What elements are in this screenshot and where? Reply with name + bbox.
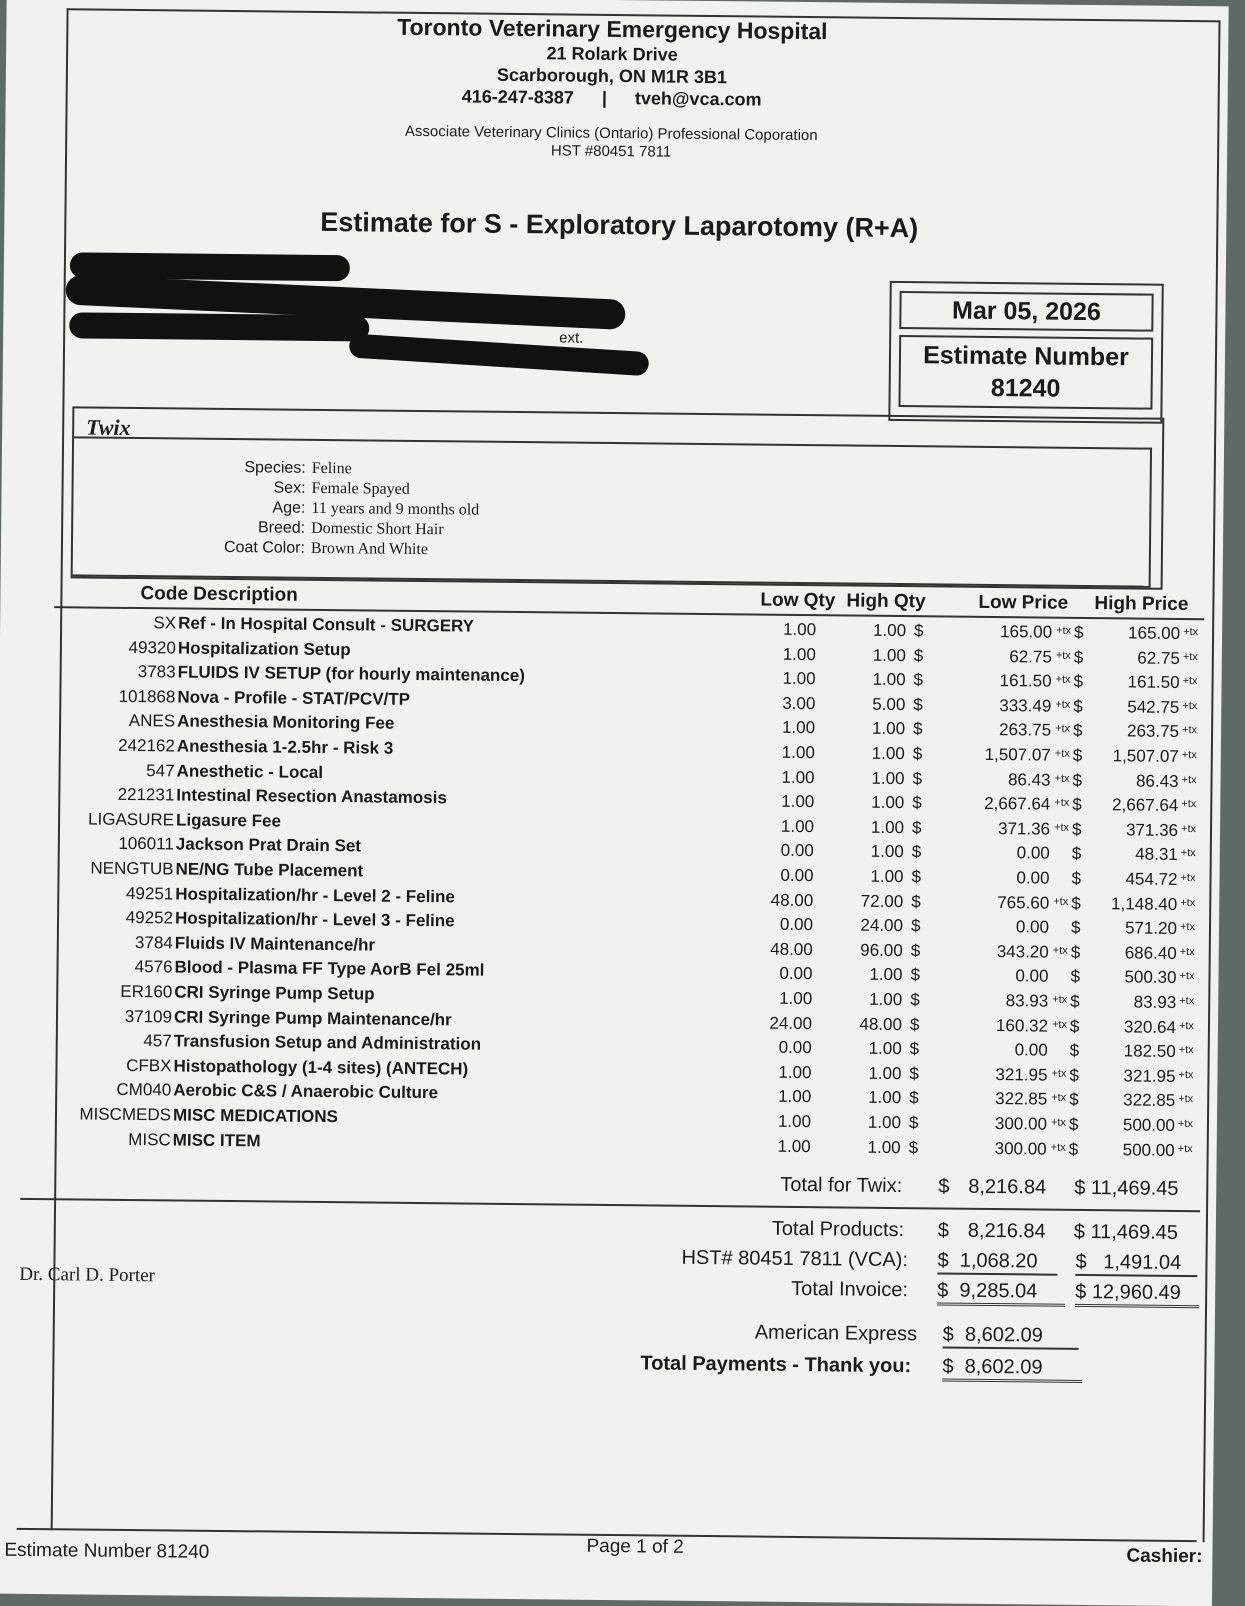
payment-cell — [943, 1324, 1079, 1350]
currency-symbol: $ — [1073, 672, 1084, 692]
high-tax-mark: +tx — [1179, 921, 1196, 934]
field-label: Breed: — [257, 519, 306, 537]
currency-symbol: $ — [942, 1323, 954, 1346]
currency-symbol: $ — [1074, 622, 1084, 642]
item-description: Hospitalization Setup — [177, 638, 351, 659]
high-price: 161.50 — [1127, 672, 1180, 693]
high-qty: 1.00 — [870, 817, 905, 837]
field-value: Female Spayed — [311, 479, 410, 498]
clinic-hst: HST #80451 7811 — [550, 142, 672, 161]
estimate-number-box — [898, 335, 1153, 410]
item-code: LIGASURE — [88, 809, 175, 830]
low-tax-mark: +tx — [1051, 1067, 1067, 1080]
currency-symbol: $ — [1069, 1065, 1080, 1085]
low-tax-mark: +tx — [1050, 1141, 1066, 1154]
high-price: 454.72 — [1125, 869, 1178, 889]
item-code: CM040 — [116, 1080, 172, 1100]
field-label: Age: — [272, 499, 306, 517]
field-value: 11 years and 9 months old — [311, 499, 480, 519]
high-tax-mark: +tx — [1182, 724, 1198, 737]
low-qty: 1.00 — [781, 718, 816, 738]
low-qty: 0.00 — [780, 841, 814, 861]
low-qty: 0.00 — [779, 964, 813, 984]
high-tax-mark: +tx — [1179, 970, 1195, 983]
redaction-bar — [69, 312, 369, 341]
page-body — [4, 8, 1212, 1580]
high-price: 371.36 — [1125, 820, 1179, 840]
currency-symbol: $ — [1069, 1041, 1080, 1061]
item-code: 49252 — [125, 908, 174, 928]
high-price: 2,667.64 — [1112, 795, 1179, 816]
currency-symbol: $ — [908, 1137, 919, 1157]
high-qty: 1.00 — [871, 768, 905, 788]
products-high: $ 11,469.45 — [1073, 1220, 1179, 1244]
hst-label: HST# 80451 7811 (VCA): — [681, 1246, 909, 1272]
field-value: Brown And White — [310, 539, 429, 559]
high-price: 500.30 — [1124, 967, 1177, 988]
low-qty: 1.00 — [778, 1062, 812, 1082]
high-qty: 1.00 — [870, 866, 904, 887]
pet-total-low: 8,216.84 — [968, 1175, 1047, 1199]
document-title: Estimate for S - Exploratory Laparotomy (R+A) — [320, 206, 919, 244]
item-code: 101868 — [118, 686, 176, 707]
low-price: 165.00 — [1000, 622, 1053, 642]
clinic-address-1: 21 Rolark Drive — [546, 43, 678, 65]
currency-symbol: $ — [937, 1249, 949, 1272]
low-price: 83.93 — [1005, 991, 1049, 1011]
currency-symbol: $ — [1073, 647, 1084, 667]
currency-symbol: $ — [910, 990, 920, 1010]
high-tax-mark: +tx — [1177, 1117, 1194, 1131]
item-code: 106011 — [118, 834, 174, 854]
payment-amount: 8,602.09 — [964, 1323, 1043, 1347]
page-number: Page 1 of 2 — [586, 1535, 684, 1558]
item-code: 3784 — [134, 932, 173, 953]
low-tax-mark: +tx — [1051, 1018, 1068, 1031]
low-tax-mark: +tx — [1054, 747, 1070, 760]
item-description: NE/NG Tube Placement — [175, 859, 364, 881]
high-price: 263.75 — [1126, 721, 1180, 742]
item-description: Transfusion Setup and Administration — [173, 1031, 482, 1054]
low-tax-mark: +tx — [1052, 993, 1068, 1006]
item-code: ANES — [128, 711, 176, 731]
low-qty: 1.00 — [782, 644, 816, 664]
currency-symbol: $ — [911, 891, 921, 911]
high-qty: 1.00 — [867, 1112, 902, 1133]
item-code: SX — [153, 613, 177, 633]
low-qty: 0.00 — [778, 1037, 812, 1058]
high-tax-mark: +tx — [1180, 896, 1196, 909]
payments-label: Total Payments - Thank you: — [640, 1352, 912, 1378]
low-tax-mark: +tx — [1055, 649, 1071, 662]
field-value: Domestic Short Hair — [311, 519, 444, 539]
high-tax-mark: +tx — [1181, 798, 1197, 811]
item-code: NENGTUB — [90, 858, 174, 879]
low-qty: 0.00 — [780, 865, 814, 886]
high-tax-mark: +tx — [1181, 773, 1197, 786]
currency-symbol: $ — [912, 744, 923, 764]
high-tax-mark: +tx — [1179, 994, 1195, 1008]
low-tax-mark: +tx — [1054, 772, 1070, 785]
item-description: Anesthesia 1-2.5hr - Risk 3 — [176, 736, 394, 758]
item-description: Blood - Plasma FF Type AorB Fel 25ml — [174, 957, 485, 981]
high-tax-mark: +tx — [1180, 822, 1197, 835]
high-price: 500.00 — [1122, 1115, 1176, 1135]
hst-low: 1,068.20 — [959, 1249, 1038, 1273]
low-price: 62.75 — [1009, 646, 1052, 667]
high-price: 1,148.40 — [1110, 893, 1178, 914]
payment-method: American Express — [754, 1321, 918, 1346]
currency-symbol: $ — [1072, 745, 1083, 765]
high-price: 182.50 — [1123, 1041, 1176, 1062]
high-qty: 1.00 — [872, 620, 907, 641]
currency-symbol: $ — [1071, 819, 1082, 839]
low-price: 322.85 — [995, 1089, 1048, 1109]
low-qty: 1.00 — [780, 816, 815, 836]
item-description: Anesthetic - Local — [176, 761, 324, 782]
item-description: Jackson Prat Drain Set — [175, 834, 362, 856]
footer-estimate-number: Estimate Number 81240 — [4, 1539, 210, 1563]
item-description: Aerobic C&S / Anaerobic Culture — [173, 1080, 439, 1103]
pet-total-high: $ 11,469.45 — [1074, 1176, 1179, 1200]
currency-symbol: $ — [1070, 942, 1081, 962]
high-tax-mark: +tx — [1178, 1044, 1194, 1057]
currency-symbol: $ — [910, 916, 921, 936]
low-qty: 1.00 — [781, 742, 815, 763]
high-qty: 1.00 — [868, 1088, 902, 1108]
high-qty: 1.00 — [870, 842, 904, 862]
low-price: 86.43 — [1007, 769, 1051, 790]
invoice-low-cell — [937, 1279, 1065, 1306]
pet-total-label: Total for Twix: — [780, 1173, 903, 1198]
currency-symbol: $ — [1070, 967, 1081, 987]
currency-symbol: $ — [913, 645, 924, 665]
hst-high: 1,491.04 — [1103, 1251, 1182, 1275]
high-qty: 1.00 — [868, 1063, 902, 1083]
high-qty: 1.00 — [871, 719, 906, 739]
high-tax-mark: +tx — [1178, 1093, 1194, 1106]
low-price: 0.00 — [1014, 1040, 1048, 1060]
currency-symbol: $ — [1070, 918, 1081, 938]
high-tax-mark: +tx — [1181, 748, 1197, 762]
high-price: 321.95 — [1123, 1066, 1176, 1086]
high-qty: 1.00 — [869, 989, 903, 1010]
item-description: Nova - Profile - STAT/PCV/TP — [177, 687, 411, 709]
low-price: 343.20 — [996, 941, 1049, 962]
low-price: 161.50 — [999, 671, 1052, 691]
high-price: 542.75 — [1127, 697, 1180, 717]
currency-symbol: $ — [912, 793, 922, 813]
currency-symbol: $ — [1075, 1250, 1087, 1274]
currency-symbol: $ — [1071, 893, 1081, 913]
high-price: 500.00 — [1122, 1139, 1175, 1160]
patient-field — [133, 537, 479, 561]
field-label: Sex: — [273, 479, 306, 497]
patient-fields — [133, 457, 480, 561]
item-description: Intestinal Resection Anastamosis — [176, 785, 447, 808]
col-high-qty: High Qty — [846, 590, 926, 613]
item-description: FLUIDS IV SETUP (for hourly maintenance) — [177, 662, 526, 686]
high-qty: 1.00 — [868, 1038, 902, 1059]
currency-symbol: $ — [911, 817, 922, 838]
item-code: 4576 — [134, 957, 173, 977]
high-qty: 96.00 — [860, 940, 903, 960]
patient-name: Twix — [86, 414, 131, 440]
low-qty: 48.00 — [770, 890, 814, 910]
low-price: 0.00 — [1015, 917, 1050, 937]
currency-symbol: $ — [909, 1063, 920, 1084]
low-price: 0.00 — [1016, 843, 1050, 863]
currency-symbol: $ — [913, 670, 924, 690]
high-qty: 48.00 — [859, 1014, 903, 1034]
doctor-name: Dr. Carl D. Porter — [19, 1263, 156, 1287]
currency-symbol: $ — [914, 621, 924, 641]
clinic-name: Toronto Veterinary Emergency Hospital — [397, 13, 828, 45]
high-tax-mark: +tx — [1180, 871, 1196, 885]
high-price: 571.20 — [1124, 918, 1178, 939]
high-price: 83.93 — [1133, 992, 1177, 1012]
currency-symbol: $ — [913, 694, 923, 715]
currency-symbol: $ — [1070, 991, 1080, 1011]
low-price: 160.32 — [995, 1015, 1049, 1036]
low-qty: 48.00 — [770, 939, 813, 959]
low-price: 300.00 — [994, 1138, 1047, 1159]
low-price: 333.49 — [999, 695, 1052, 716]
low-qty: 1.00 — [778, 1087, 812, 1107]
item-code: CFBX — [126, 1055, 172, 1076]
patient-box — [71, 406, 1165, 589]
item-description: Anesthesia Monitoring Fee — [177, 711, 395, 734]
high-price: 322.85 — [1123, 1090, 1176, 1111]
clinic-address-2: Scarborough, ON M1R 3B1 — [496, 64, 728, 88]
products-low: 8,216.84 — [967, 1219, 1046, 1243]
item-code: 457 — [143, 1031, 172, 1051]
currency-symbol: $ — [912, 768, 923, 788]
currency-symbol: $ — [909, 1088, 919, 1108]
high-qty: 1.00 — [871, 743, 905, 764]
low-price: 371.36 — [997, 818, 1051, 839]
item-code: 37109 — [124, 1006, 173, 1027]
currency-symbol: $ — [908, 1113, 919, 1133]
cashier-label: Cashier: — [1126, 1545, 1203, 1568]
currency-symbol: $ — [909, 1039, 920, 1059]
currency-symbol: $ — [1072, 721, 1083, 741]
high-price: 1,507.07 — [1112, 746, 1179, 766]
payments-amount: 8,602.09 — [964, 1355, 1043, 1379]
low-price: 300.00 — [994, 1114, 1048, 1134]
clinic-header — [331, 11, 893, 164]
low-tax-mark: +tx — [1055, 673, 1071, 687]
estimate-number: 81240 — [990, 373, 1061, 403]
estimate-info-box — [888, 281, 1163, 424]
currency-symbol: $ — [911, 842, 922, 862]
item-code: 242162 — [118, 735, 175, 756]
item-code: 49320 — [128, 637, 176, 658]
currency-symbol: $ — [912, 719, 923, 739]
low-price: 0.00 — [1015, 966, 1049, 986]
item-code: MISC — [128, 1129, 171, 1150]
high-qty: 24.00 — [860, 915, 904, 936]
currency-symbol: $ — [1069, 1090, 1079, 1110]
products-label: Total Products: — [771, 1217, 905, 1242]
col-high-price: High Price — [1094, 593, 1189, 616]
low-qty: 1.00 — [782, 619, 817, 640]
col-code-description: Code Description — [140, 583, 298, 606]
high-tax-mark: +tx — [1182, 675, 1198, 688]
currency-symbol: $ — [1071, 844, 1082, 864]
col-low-qty: Low Qty — [760, 589, 836, 612]
high-qty: 1.00 — [871, 792, 905, 813]
low-qty: 0.00 — [779, 914, 814, 935]
item-description: MISC MEDICATIONS — [172, 1105, 339, 1127]
high-tax-mark: +tx — [1177, 1142, 1193, 1155]
high-qty: 5.00 — [872, 694, 906, 714]
item-code: 49251 — [125, 883, 174, 904]
currency-symbol: $ — [1068, 1114, 1079, 1134]
currency-symbol: $ — [1069, 1016, 1080, 1036]
currency-symbol: $ — [909, 1014, 920, 1034]
currency-symbol: $ — [937, 1279, 949, 1302]
high-tax-mark: +tx — [1182, 699, 1198, 712]
high-tax-mark: +tx — [1178, 1068, 1194, 1081]
low-price: 321.95 — [995, 1064, 1048, 1085]
high-price: 686.40 — [1124, 943, 1177, 963]
currency-symbol: $ — [1073, 696, 1083, 716]
item-description: Fluids IV Maintenance/hr — [174, 933, 376, 955]
low-qty: 1.00 — [781, 791, 815, 812]
low-qty: 1.00 — [781, 767, 815, 787]
item-code: 547 — [146, 760, 175, 781]
item-description: CRI Syringe Pump Setup — [174, 982, 375, 1004]
field-label: Species: — [244, 459, 306, 477]
high-tax-mark: +tx — [1183, 625, 1199, 639]
low-qty: 3.00 — [782, 693, 816, 713]
low-price: 2,667.64 — [984, 794, 1051, 814]
item-code: MISCMEDS — [79, 1104, 172, 1125]
high-price: 320.64 — [1123, 1016, 1177, 1037]
high-price: 165.00 — [1128, 623, 1181, 643]
clinic-phone: 416-247-8387 — [461, 86, 575, 108]
low-tax-mark: +tx — [1056, 624, 1072, 637]
clinic-email: tveh@vca.com — [634, 88, 762, 110]
high-price: 48.31 — [1135, 844, 1178, 865]
low-qty: 1.00 — [782, 668, 816, 689]
hst-high-cell — [1075, 1251, 1197, 1277]
low-tax-mark: +tx — [1052, 944, 1068, 957]
col-low-price: Low Price — [978, 591, 1069, 614]
invoice-label: Total Invoice: — [791, 1277, 909, 1302]
low-price: 1,507.07 — [984, 744, 1051, 765]
high-qty: 1.00 — [869, 965, 903, 985]
item-code: ER160 — [120, 981, 173, 1002]
high-tax-mark: +tx — [1180, 847, 1196, 860]
high-price: 62.75 — [1137, 648, 1180, 668]
contact-separator: | — [601, 87, 608, 108]
estimate-number-label: Estimate Number — [923, 341, 1129, 372]
high-qty: 1.00 — [867, 1137, 901, 1157]
low-tax-mark: +tx — [1054, 796, 1070, 809]
item-description: Hospitalization/hr - Level 2 - Feline — [175, 884, 456, 906]
item-description: Hospitalization/hr - Level 3 - Feline — [174, 908, 455, 931]
ext-label: ext. — [559, 329, 584, 347]
invoice-low: 9,285.04 — [959, 1279, 1038, 1303]
item-description: Ligasure Fee — [175, 810, 282, 831]
high-tax-mark: +tx — [1182, 650, 1198, 663]
high-price: 86.43 — [1135, 771, 1179, 791]
item-code: 3783 — [137, 662, 176, 682]
high-qty: 1.00 — [872, 645, 906, 665]
low-price: 263.75 — [998, 720, 1052, 741]
low-price: 0.00 — [1016, 868, 1050, 888]
high-qty: 1.00 — [872, 669, 906, 690]
low-tax-mark: +tx — [1055, 723, 1071, 736]
low-qty: 1.00 — [777, 1111, 812, 1132]
low-qty: 1.00 — [779, 988, 813, 1009]
low-tax-mark: +tx — [1050, 1116, 1067, 1129]
high-tax-mark: +tx — [1179, 945, 1195, 958]
high-qty: 72.00 — [860, 891, 904, 911]
item-description: Ref - In Hospital Consult - SURGERY — [178, 613, 475, 636]
clinic-contact — [332, 84, 892, 112]
low-qty: 1.00 — [777, 1136, 811, 1156]
currency-symbol: $ — [910, 965, 921, 985]
field-value: Feline — [311, 459, 352, 478]
currency-symbol: $ — [1068, 1139, 1079, 1159]
currency-symbol: $ — [942, 1355, 954, 1378]
currency-symbol: $ — [1072, 795, 1082, 815]
payments-cell — [942, 1356, 1082, 1383]
currency-symbol: $ — [911, 867, 922, 887]
item-code: 221231 — [117, 785, 175, 805]
field-label: Coat Color: — [223, 538, 306, 557]
clinic-corporation: Associate Veterinary Clinics (Ontario) Professional Coporation — [404, 122, 818, 145]
currency-symbol: $ — [938, 1175, 950, 1198]
low-tax-mark: +tx — [1053, 821, 1070, 834]
item-description: Histopathology (1-4 sites) (ANTECH) — [173, 1056, 469, 1079]
item-description: MISC ITEM — [172, 1130, 261, 1150]
low-price: 765.60 — [997, 892, 1050, 913]
low-tax-mark: +tx — [1055, 698, 1071, 711]
low-qty: 24.00 — [769, 1013, 813, 1033]
high-tax-mark: +tx — [1178, 1019, 1195, 1032]
invoice-high: $ 12,960.49 — [1075, 1281, 1199, 1308]
item-description: CRI Syringe Pump Maintenance/hr — [173, 1007, 452, 1029]
estimate-date: Mar 05, 2026 — [899, 291, 1153, 332]
currency-symbol: $ — [910, 940, 921, 961]
currency-symbol: $ — [937, 1219, 950, 1242]
currency-symbol: $ — [1071, 868, 1082, 888]
hst-low-cell — [937, 1249, 1057, 1275]
low-tax-mark: +tx — [1051, 1092, 1067, 1105]
low-tax-mark: +tx — [1053, 895, 1069, 908]
currency-symbol: $ — [1072, 770, 1083, 790]
